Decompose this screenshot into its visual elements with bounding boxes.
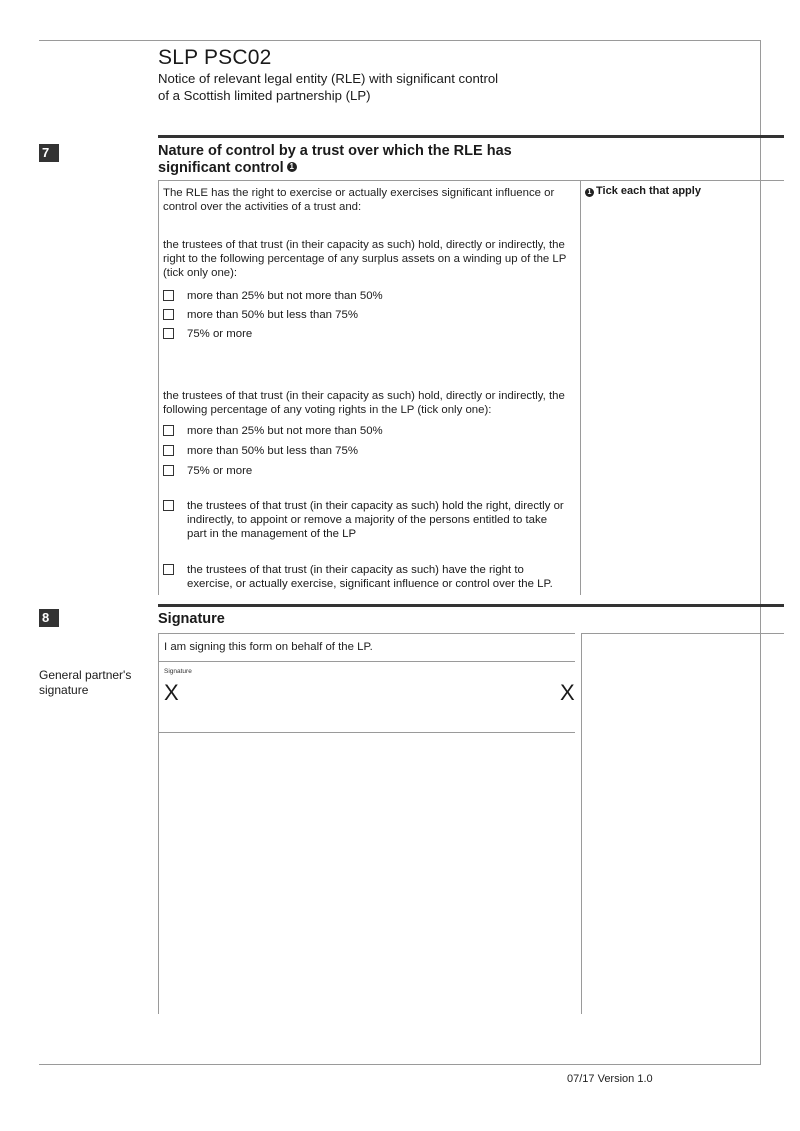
checkbox[interactable] (163, 500, 174, 511)
statement-box-bottom (158, 661, 575, 662)
voting-rights-intro: the trustees of that trust (in their capacity as such) hold, directly or indirectly, the following percentage of any voting rights in the LP (tick only one): (163, 390, 565, 416)
checkbox[interactable] (163, 328, 174, 339)
checkbox[interactable] (163, 465, 174, 476)
section-8-box-left (158, 633, 159, 1014)
option-label: 75% or more (187, 465, 253, 477)
note-info-icon: 1 (585, 188, 594, 197)
section-7-heading-line-2: significant control (158, 160, 284, 176)
statement-box-top (158, 633, 575, 634)
voting-option-3[interactable] (163, 464, 252, 478)
label-line-1: General partner's (39, 668, 132, 682)
section-8-heading: Signature (158, 611, 225, 627)
option-label: more than 50% but less than 75% (187, 445, 358, 457)
checkbox[interactable] (163, 564, 174, 575)
checkbox[interactable] (163, 425, 174, 436)
voting-option-1[interactable] (163, 424, 383, 438)
section-7-rule (158, 135, 784, 138)
label-line-2: signature (39, 683, 89, 697)
option-label: more than 50% but less than 75% (187, 309, 358, 321)
significant-influence-option[interactable] (163, 563, 568, 591)
section-7-number: 7 (39, 144, 59, 162)
signature-mark-right: X (560, 680, 575, 705)
general-partner-label (39, 668, 131, 698)
option-label: more than 25% but not more than 50% (187, 290, 383, 302)
appoint-remove-option[interactable] (163, 499, 568, 541)
surplus-assets-intro: the trustees of that trust (in their capacity as such) hold, directly or indirectly, the right to the following percentage of any surplus assets on a winding up of the LP (tick only one): (163, 239, 567, 279)
checkbox[interactable] (163, 290, 174, 301)
form-subtitle (158, 70, 578, 104)
surplus-option-3[interactable] (163, 327, 252, 341)
checkbox[interactable] (163, 445, 174, 456)
guidance-note-text: Tick each that apply (596, 185, 701, 197)
form-code: SLP PSC02 (158, 46, 272, 69)
section-7-box-divider (580, 180, 581, 595)
page-frame-bottom (39, 1064, 761, 1065)
section-7-heading-line-1: Nature of control by a trust over which the RLE has (158, 143, 512, 159)
option-label: more than 25% but not more than 50% (187, 425, 383, 437)
form-version: 07/17 Version 1.0 (567, 1073, 653, 1085)
signing-statement: I am signing this form on behalf of the LP. (164, 641, 373, 653)
section-8-rule (158, 604, 784, 607)
signature-mark-left: X (164, 680, 179, 705)
note-box-top (581, 633, 784, 634)
voting-option-2[interactable] (163, 444, 358, 458)
signature-field-label: Signature (164, 668, 192, 675)
section-8-box-divider (581, 633, 582, 1014)
checkbox[interactable] (163, 309, 174, 320)
info-icon: 1 (287, 162, 297, 172)
guidance-note (585, 185, 701, 197)
subtitle-line-1: Notice of relevant legal entity (RLE) with significant control (158, 71, 499, 86)
surplus-option-1[interactable] (163, 289, 383, 303)
option-label: the trustees of that trust (in their capacity as such) hold the right, directly or indirectly, to appoint or remove a majority of the persons entitled to take part in the management of the LP (187, 500, 564, 540)
signature-field[interactable] (159, 676, 574, 732)
section-7-box-top (158, 180, 784, 181)
section-7-heading (158, 143, 512, 177)
option-label: the trustees of that trust (in their capacity as such) have the right to exercise, or actually exercise, significant influence or control over the LP. (187, 564, 553, 590)
section-7-box-left (158, 180, 159, 595)
signature-line (158, 732, 575, 733)
section-8-number: 8 (39, 609, 59, 627)
page-frame-right (760, 40, 761, 1064)
page-frame-top (39, 40, 761, 41)
section-7-intro: The RLE has the right to exercise or actually exercises significant influence or control over the activities of a trust and: (163, 187, 555, 213)
subtitle-line-2: of a Scottish limited partnership (LP) (158, 88, 371, 103)
option-label: 75% or more (187, 328, 253, 340)
surplus-option-2[interactable] (163, 308, 358, 322)
